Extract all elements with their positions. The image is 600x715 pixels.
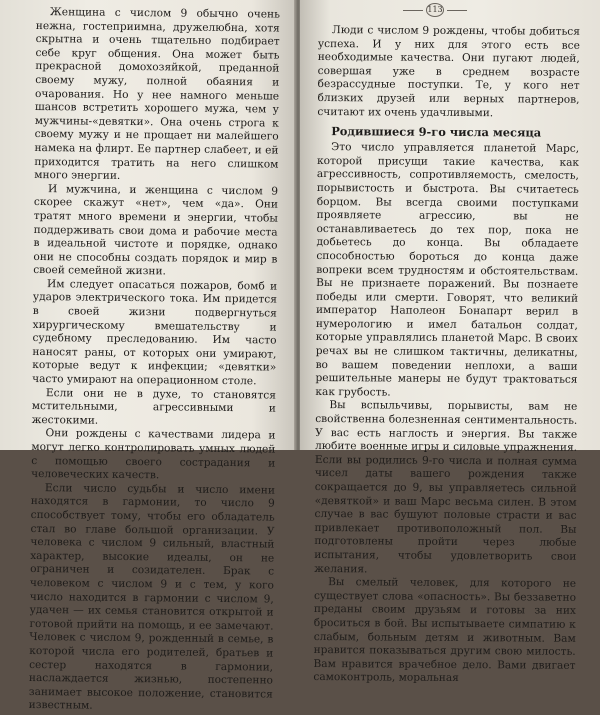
left-page-text [29,6,280,715]
ornament-line [447,10,467,11]
paragraph: Им следует опасаться пожаров, бомб и ударов электрического тока. Им придется в своей жизни подвергнуться хирургическому вмешательству и судебному преследованию. Им часто наносят раны, от которых они умирают, которые ведут к инфекции; «девятки» часто умирают на операционном столе. [32,278,278,388]
right-page-text [313,24,580,687]
paragraph: Вы вспыльчивы, порывисты, вам не свойственна болезненная сентиментальность. У вас есть наглость и энергия. Вы также любите военные игры и силовые упражнения. Если вы родились 9-го числа и полная сумма чисел даты вашего рождения также сокращается до 9, вы управляетесь сильной «девяткой» и ваш Марс весьма силен. В этом случае в вас бушуют половые страсти и вас привлекает противоположный пол. Вы подготовлены пройти через любые испытания, чтобы удовлетворить свои желания. [314,399,578,575]
page-number-ornament [400,2,470,18]
paragraph: Люди с числом 9 рождены, чтобы добиться успеха. И у них для этого есть все необходимые качества. Они пугают людей, совершая уже в среднем возрасте безрассудные поступки. Те, у кого нет близких друзей или верных партнеров, считают их очень удачливыми. [317,24,580,119]
right-page [300,0,600,685]
paragraph: Женщина с числом 9 обычно очень нежна, гостеприимна, дружелюбна, хотя скрытна и очень тщательно подбирает себе круг общения. Она может быть прекрасной домохозяйкой, преданной своему мужу, полной обаяния и очарования. Но у нее намного меньше шансов встретить хорошего мужа, чем у мужчины-«девятки». Она очень строга к своему мужу и не прощает ни малейшего намека на флирт. Ее партнер слабеет, и ей приходится тратить на него слишком много энергии. [34,6,280,183]
page-number: 113 [426,3,444,17]
left-page [0,0,296,712]
ornament-line [403,10,423,11]
paragraph: И мужчина, и женщина с числом 9 скорее скажут «нет», чем «да». Они тратят много времени и энергии, чтобы поддерживать свои дома и рабочие места в идеальной чистоте и порядке, однако они не способны создать порядок и мир в своей семейной жизни. [33,182,279,278]
paragraph: Они рождены с качествами лидера и могут легко контролировать умных людей с помощью своего сострадания и человеческих качеств. [31,427,276,482]
section-heading: Родившиеся 9-го числа месяца [331,124,542,140]
paragraph: Если число судьбы и число имени находятся в гармонии, то число 9 способствует тому, чтобы его обладатель стал во главе большой организации. У человека с числом 9 сильный, властный характер, высокие идеалы, он не ограничен и созидателен. Брак с человеком с числом 9 и с тем, у кого число находится в гармонии с числом 9, удачен — их семья становится открытой и готовой прийти на помощь, и ее замечают. Человек с числом 9, рожденный в семье, в которой числа его родителей, братьев и сестер находятся в гармонии, наслаждается жизнью, постепенно занимает высокое положение, становится известным. [28,481,276,712]
paragraph: Это число управляется планетой Марс, которой присущи такие качества, как агрессивность, сопротивляемость, смелость, порывистость и быстрота. Вы считаетесь борцом. Вы всегда своими поступками проявляете агрессию, вы не останавливаетесь до тех пор, пока не добьетесь до конца. Вы обладаете способностью бороться до конца даже вопреки всем трудностям и обстоятельствам. Вы не признаете поражений. Вы познаете победы или смерти. Говорят, что великий император Наполеон Бонапарт верил в нумерологию и имел батальон солдат, которые управлялись планетой Марс. В своих речах вы не слишком тактичны, деликатны, во вашем поведении неплохи, а ваши решительные манеры не будут трактоваться как грубость. [315,141,580,399]
paragraph: Вы смелый человек, для которого не существует слова «опасность». Вы беззаветно преданы своим друзьям и готовы за них броситься в бой. Вы испытываете симпатию к слабым, больным детям и животным. Вам нравится показываться другим свою милость. Вам нравится врачебное дело. Вами двигает самоконтроль, моральная [313,576,577,685]
paragraph: Если они не в духе, то становятся мстительными, агрессивными и жестокими. [31,386,277,427]
